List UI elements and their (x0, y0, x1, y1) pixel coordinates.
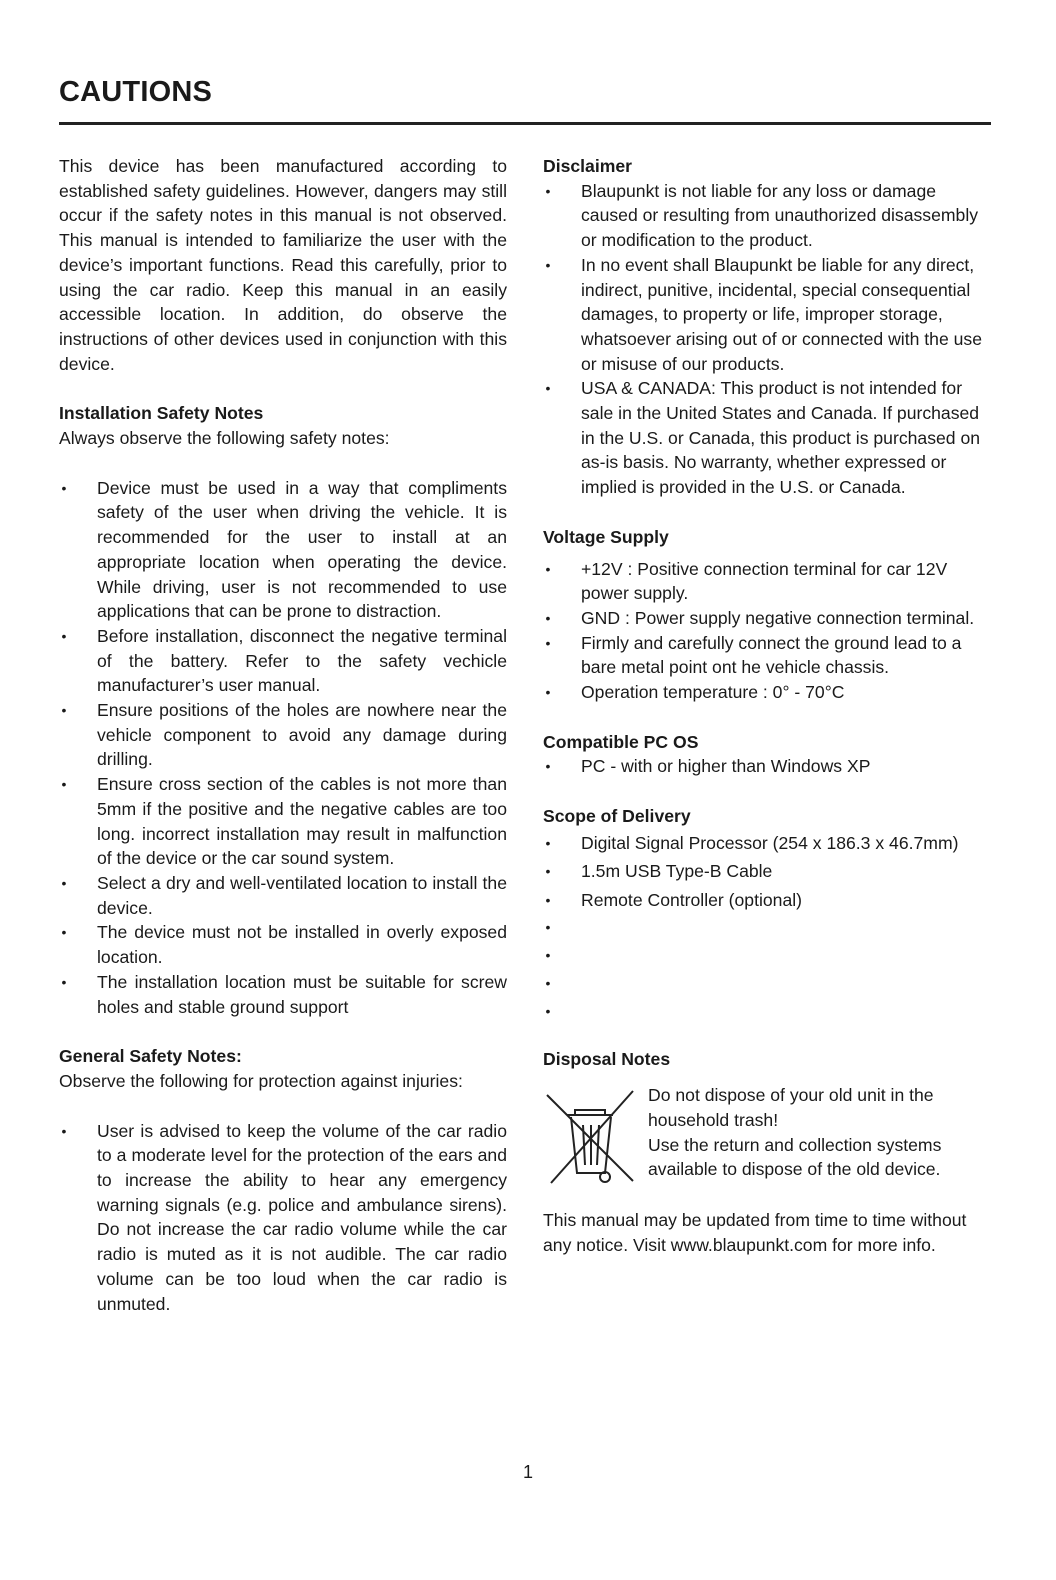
bullet-icon: • (61, 1122, 67, 1139)
bullet-icon: • (545, 892, 551, 909)
right-column (543, 154, 991, 1258)
bullet-icon: • (61, 702, 67, 719)
bullet-icon: • (545, 758, 551, 775)
list-item: • In no event shall Blaupunkt be liable for any direct, indirect, punitive, incidental, special consequential damages, to property or life, improper storage, whatsoever arising out of or connected with the use or misuse of our products. (543, 253, 991, 377)
left-column (59, 154, 507, 1316)
bullet-icon: • (61, 874, 67, 891)
bullet-icon: • (545, 974, 551, 991)
pc-os-list (543, 754, 991, 779)
footer-note: This manual may be updated from time to time without any notice. Visit www.blaupunkt.com for more info. (543, 1210, 967, 1256)
list-item: • Operation temperature : 0° - 70°C (543, 680, 991, 705)
disposal-text-1: Do not dispose of your old unit in the household trash! (648, 1085, 934, 1131)
list-item: • Remote Controller (optional) (543, 886, 991, 915)
general-list (59, 1119, 507, 1317)
list-item: • 1.5m USB Type-B Cable (543, 857, 991, 886)
pc-os-heading: Compatible PC OS (543, 731, 699, 752)
bullet-icon: • (545, 834, 551, 851)
delivery-heading: Scope of Delivery (543, 806, 691, 827)
empty-bullet-list (543, 915, 991, 1027)
list-item: • Before installation, disconnect the negative terminal of the battery. Refer to the safety vechicle manufacturer’s user manual. (59, 624, 507, 698)
disclaimer-heading: Disclaimer (543, 156, 632, 176)
bullet-icon: • (545, 684, 551, 701)
disposal-notes (543, 1083, 991, 1208)
bullet-icon: • (545, 1002, 551, 1019)
list-item: • Select a dry and well-ventilated location to install the device. (59, 871, 507, 920)
bullet-icon: • (545, 863, 551, 880)
voltage-heading: Voltage Supply (543, 526, 669, 547)
crossed-out-wheelie-bin-icon (543, 1087, 637, 1187)
page-title: CAUTIONS (59, 76, 213, 108)
installation-list (59, 476, 507, 1019)
list-item: • Device must be used in a way that compliments safety of the user when driving the vehicle. It is recommended for the user to install at an appropriate location when operating the device. While driving, user is not recommended to use applications that can be prone to distraction. (59, 476, 507, 624)
disposal-heading: Disposal Notes (543, 1048, 671, 1069)
bullet-icon: • (545, 256, 551, 273)
bullet-icon: • (61, 973, 67, 990)
bullet-icon: • (61, 627, 67, 644)
empty-list-item (543, 943, 991, 971)
bullet-icon: • (545, 946, 551, 963)
list-item: • Firmly and carefully connect the ground lead to a bare metal point ont he vehicle chassis. (543, 631, 991, 680)
bullet-icon: • (61, 776, 67, 793)
empty-list-item (543, 999, 991, 1027)
intro-paragraph: This device has been manufactured according to established safety guidelines. However, dangers may still occur if the safety notes in this manual is not observed. This manual is intended to familiarize the user with the device’s important functions. Read this carefully, prior to using the car radio. Keep this manual in an easily accessible location. In addition, do observe the instructions of other devices used in conjunction with this device. (59, 156, 507, 374)
list-item: • User is advised to keep the volume of the car radio to a moderate level for the protection of the ears and to increase the ability to hear any emergency warning signals (e.g. police and ambulance sirens). Do not increase the car radio volume while the car radio is muted as it is not audible. The car radio volume can be too loud when the car radio is unmuted. (59, 1119, 507, 1317)
list-item: • USA & CANADA: This product is not intended for sale in the United States and Canada. If purchased in the U.S. or Canada, this product is purchased on as-is basis. No warranty, whether expressed or implied is provided in the U.S. or Canada. (543, 376, 991, 500)
list-item: • PC - with or higher than Windows XP (543, 754, 991, 779)
list-item: • The device must not be installed in overly exposed location. (59, 920, 507, 969)
list-item: • +12V : Positive connection terminal for car 12V power supply. (543, 557, 991, 606)
list-item: • GND : Power supply negative connection terminal. (543, 606, 991, 631)
delivery-list (543, 829, 991, 915)
list-item: • The installation location must be suitable for screw holes and stable ground support (59, 970, 507, 1019)
title-divider (59, 122, 991, 125)
general-lead: Observe the following for protection against injuries: (59, 1070, 463, 1091)
bullet-icon: • (545, 560, 551, 577)
empty-list-item (543, 971, 991, 999)
voltage-list (543, 557, 991, 705)
list-item: • Digital Signal Processor (254 x 186.3 x 46.7mm) (543, 829, 991, 858)
disposal-text (648, 1083, 991, 1182)
bullet-icon: • (61, 479, 67, 496)
empty-list-item (543, 915, 991, 943)
list-item: • Ensure cross section of the cables is not more than 5mm if the positive and the negative cables are too long. incorrect installation may result in malfunction of the device or the car sound system. (59, 772, 507, 871)
installation-lead: Always observe the following safety notes: (59, 428, 390, 449)
list-item: • Ensure positions of the holes are nowhere near the vehicle component to avoid any damage during drilling. (59, 698, 507, 772)
disclaimer-list (543, 179, 991, 500)
installation-heading: Installation Safety Notes (59, 403, 264, 424)
bullet-icon: • (545, 634, 551, 651)
bullet-icon: • (545, 609, 551, 626)
disposal-text-2: Use the return and collection systems available to dispose of the old device. (648, 1134, 942, 1180)
bullet-icon: • (61, 924, 67, 941)
bullet-icon: • (545, 380, 551, 397)
page-number: 1 (522, 1462, 533, 1482)
bullet-icon: • (545, 182, 551, 199)
list-item: • Blaupunkt is not liable for any loss or damage caused or resulting from unauthorized disassembly or modification to the product. (543, 179, 991, 253)
general-heading: General Safety Notes: (59, 1046, 242, 1067)
bullet-icon: • (545, 918, 551, 935)
